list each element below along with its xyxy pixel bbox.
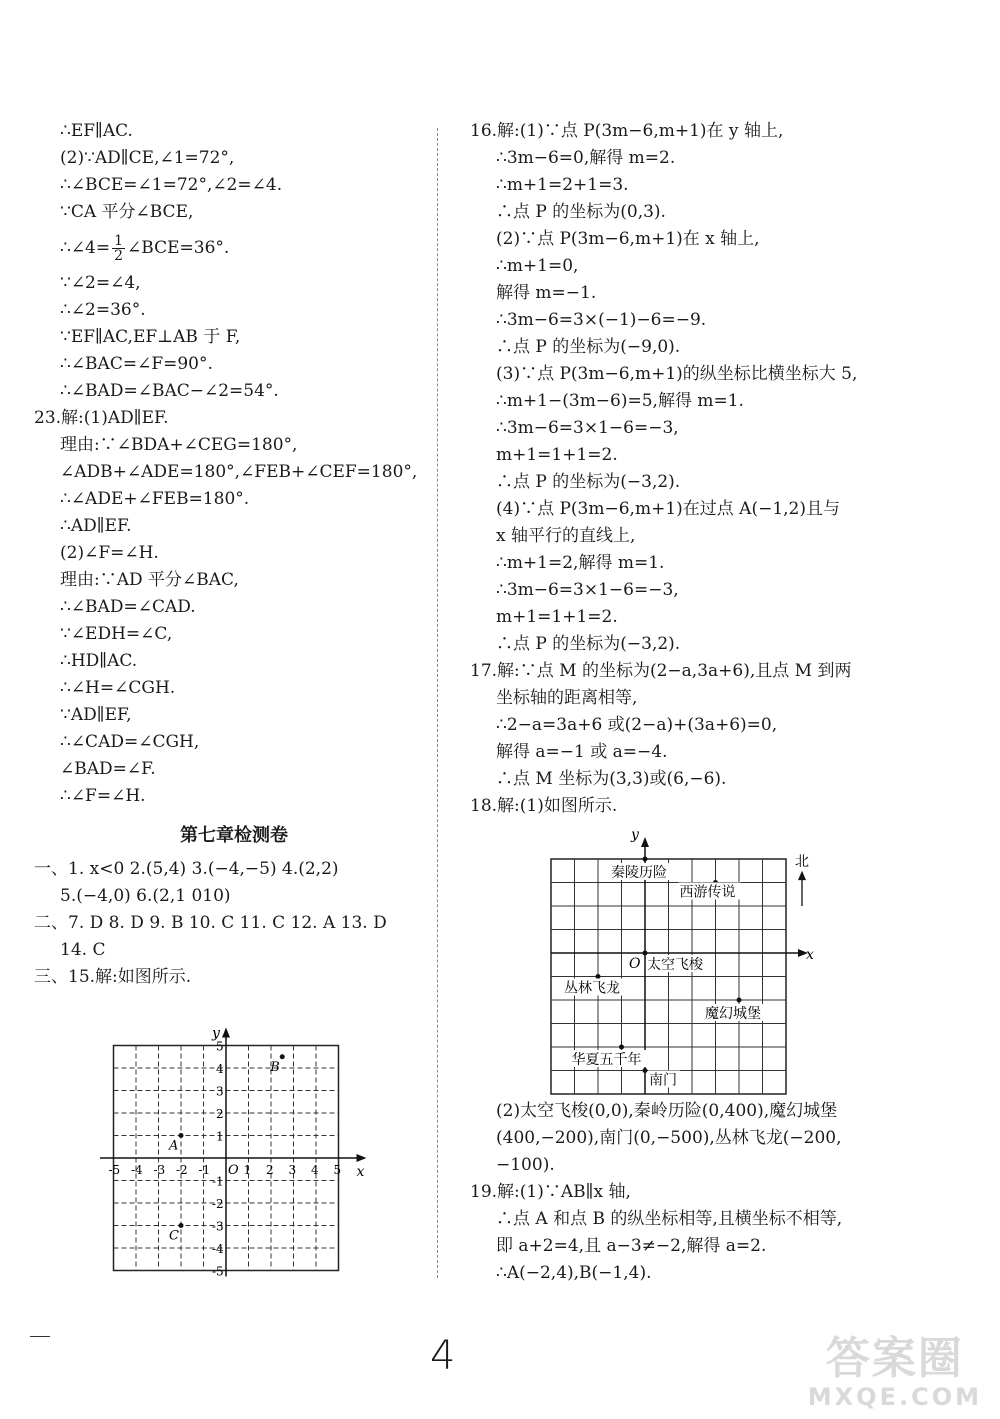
text-line: ∴∠BAD=∠CAD. — [60, 597, 196, 617]
north-arrow-head — [798, 871, 806, 880]
corner-mark — [30, 1336, 50, 1337]
fraction-pre: ∴∠4= — [60, 238, 111, 258]
y-tick-label: 1 — [216, 1129, 224, 1144]
text-line: −100). — [496, 1155, 555, 1175]
answer-line: 14. C — [60, 940, 106, 960]
text-line: (4)∵点 P(3m−6,m+1)在过点 A(−1,2)且与 — [496, 499, 840, 519]
y-tick-label: 3 — [216, 1084, 224, 1099]
text-line: ∴点 P 的坐标为(0,3). — [496, 202, 666, 222]
text-line: (2)太空飞梭(0,0),秦岭历险(0,400),魔幻城堡 — [496, 1101, 838, 1121]
fraction-line — [34, 226, 434, 270]
place-dot — [596, 974, 601, 979]
y-tick-label: 5 — [216, 1039, 224, 1054]
text-line: 解得 a=−1 或 a=−4. — [496, 742, 668, 762]
point-label: A — [169, 1138, 179, 1154]
y-tick-label: -1 — [212, 1174, 224, 1189]
text-line: ∴EF∥AC. — [60, 121, 133, 141]
grid — [100, 1025, 367, 1277]
y-tick-label: 4 — [216, 1062, 224, 1076]
chapter-title: 第七章检测卷 — [180, 825, 288, 846]
place-label: 丛林飞龙 — [564, 980, 620, 997]
text-line: 16.解:(1)∵点 P(3m−6,m+1)在 y 轴上, — [470, 121, 784, 141]
text-line: 即 a+2=4,且 a−3≠−2,解得 a=2. — [496, 1236, 767, 1256]
place-label: 南门 — [649, 1072, 677, 1089]
place-dot — [643, 951, 648, 956]
text-line: ∴m+1−(3m−6)=5,解得 m=1. — [496, 391, 744, 411]
text-line: ∴∠F=∠H. — [60, 786, 146, 806]
point-B — [280, 1054, 285, 1059]
x-axis-label: x — [806, 947, 814, 963]
text-line: ∴AD∥EF. — [60, 516, 132, 536]
text-line: 19.解:(1)∵AB∥x 轴, — [470, 1182, 631, 1202]
place-label: 魔幻城堡 — [705, 1006, 761, 1022]
text-line: m+1=1+1=2. — [496, 445, 618, 465]
text-line: ∴2−a=3a+6 或(2−a)+(3a+6)=0, — [496, 715, 778, 735]
text-line: ∴m+1=0, — [496, 256, 579, 276]
park-map-figure — [545, 818, 835, 1098]
north-label: 北 — [795, 854, 809, 871]
coordinate-plane-figure — [100, 1008, 390, 1278]
text-line: ∴∠BAC=∠F=90°. — [60, 354, 213, 374]
text-line: (400,−200),南门(0,−500),丛林飞龙(−200, — [496, 1128, 842, 1148]
y-axis-label: y — [212, 1025, 220, 1042]
text-line: ∴3m−6=3×1−6=−3, — [496, 580, 679, 600]
text-line: ∴点 P 的坐标为(−3,2). — [496, 472, 681, 492]
place-label: 西游传说 — [679, 884, 736, 901]
point-label: B — [270, 1059, 280, 1075]
fraction — [112, 234, 125, 263]
y-axis-arrow — [641, 837, 649, 847]
text-line: ∵AD∥EF, — [60, 705, 132, 725]
watermark-title: 答案圈 — [825, 1333, 964, 1384]
answer-line: 三、15.解:如图所示. — [34, 967, 192, 987]
text-line: ∵CA 平分∠BCE, — [60, 202, 194, 222]
point-C — [179, 1223, 184, 1228]
text-line: (2)∵点 P(3m−6,m+1)在 x 轴上, — [496, 229, 760, 249]
text-line: ∴点 M 坐标为(3,3)或(6,−6). — [496, 769, 727, 789]
x-tick-label: -5 — [108, 1163, 121, 1177]
text-line: x 轴平行的直线上, — [496, 526, 636, 546]
x-tick-label: 5 — [333, 1163, 342, 1177]
text-line: 理由:∵∠BDA+∠CEG=180°, — [60, 435, 298, 455]
text-line: 理由:∵AD 平分∠BAC, — [60, 570, 239, 590]
y-tick-label: 2 — [216, 1107, 224, 1121]
fraction-denominator: 2 — [114, 248, 124, 264]
left-column — [34, 118, 434, 991]
text-line: ∴3m−6=3×1−6=−3, — [496, 418, 679, 438]
x-tick-label: 2 — [266, 1163, 274, 1177]
x-tick-label: 3 — [288, 1163, 297, 1177]
x-tick-label: 4 — [311, 1163, 319, 1177]
place-dot — [619, 1045, 624, 1050]
x-tick-label: -3 — [153, 1163, 166, 1177]
text-line: (3)∵点 P(3m−6,m+1)的纵坐标比横坐标大 5, — [496, 364, 858, 384]
text-line: 17.解:∵点 M 的坐标为(2−a,3a+6),且点 M 到两 — [470, 661, 852, 681]
text-line: ∵∠2=∠4, — [60, 273, 141, 293]
text-line: 坐标轴的距离相等, — [496, 688, 638, 708]
x-tick-label: -2 — [176, 1163, 188, 1177]
text-line: ∵∠EDH=∠C, — [60, 624, 173, 644]
text-line: ∵EF∥AC,EF⊥AB 于 F, — [60, 327, 241, 347]
text-line: (2)∵AD∥CE,∠1=72°, — [60, 148, 235, 168]
place-dot — [643, 1068, 648, 1073]
place-label: 华夏五千年 — [571, 1052, 642, 1068]
text-line: ∠BAD=∠F. — [60, 759, 156, 779]
text-line: ∴A(−2,4),B(−1,4). — [496, 1263, 652, 1283]
tick-labels — [109, 1026, 365, 1279]
text-line: m+1=1+1=2. — [496, 607, 618, 627]
place-label: 太空飞梭 — [647, 957, 703, 973]
place-dot — [737, 998, 742, 1003]
y-tick-label: -2 — [212, 1197, 224, 1211]
page-number: 4 — [430, 1333, 456, 1379]
text-line: ∴m+1=2+1=3. — [496, 175, 629, 195]
text-line: 解得 m=−1. — [496, 283, 597, 303]
place-dot — [643, 857, 648, 862]
place-label: 秦陵历险 — [611, 865, 667, 881]
y-tick-label: -3 — [212, 1219, 224, 1234]
x-tick-label: -4 — [131, 1163, 143, 1177]
text-line: ∴3m−6=0,解得 m=2. — [496, 148, 676, 168]
x-tick-label: 1 — [243, 1163, 252, 1177]
x-axis-label: x — [356, 1164, 365, 1180]
point-label: C — [169, 1228, 179, 1244]
text-line: ∴3m−6=3×(−1)−6=−9. — [496, 310, 707, 330]
text-line: ∴∠2=36°. — [60, 300, 146, 320]
text-line: ∴HD∥AC. — [60, 651, 138, 671]
answer-line: 二、7. D 8. D 9. B 10. C 11. C 12. A 13. D — [34, 913, 387, 933]
right-column — [470, 118, 975, 820]
text-line: ∴点 P 的坐标为(−9,0). — [496, 337, 681, 357]
x-tick-label: -1 — [198, 1163, 211, 1177]
text-line: 18.解:(1)如图所示. — [470, 796, 618, 816]
text-line: ∴∠BCE=∠1=72°,∠2=∠4. — [60, 175, 283, 195]
watermark — [808, 1335, 982, 1411]
text-line: ∴点 P 的坐标为(−3,2). — [496, 634, 681, 654]
origin-label: O — [629, 956, 641, 972]
y-tick-label: -5 — [212, 1264, 224, 1278]
origin-label: O — [228, 1163, 239, 1178]
text-line: 23.解:(1)AD∥EF. — [34, 408, 169, 428]
y-axis-arrow — [222, 1028, 230, 1038]
answer-line: 5.(−4,0) 6.(2,1 010) — [60, 886, 231, 906]
watermark-url: MXQE.COM — [807, 1383, 982, 1411]
point-A — [179, 1133, 184, 1138]
x-axis-arrow — [357, 1154, 367, 1162]
answer-line: 一、1. x<0 2.(5,4) 3.(−4,−5) 4.(2,2) — [34, 859, 339, 879]
column-divider — [437, 128, 438, 1278]
text-line: ∴∠BAD=∠BAC−∠2=54°. — [60, 381, 279, 401]
fraction-numerator: 1 — [114, 233, 124, 249]
text-line: ∴∠ADE+∠FEB=180°. — [60, 489, 250, 509]
text-line: ∠ADB+∠ADE=180°,∠FEB+∠CEF=180°, — [60, 462, 418, 482]
y-tick-label: -4 — [212, 1242, 224, 1256]
text-line: ∴∠CAD=∠CGH, — [60, 732, 200, 752]
y-axis-label: y — [631, 827, 639, 843]
text-line: ∴m+1=2,解得 m=1. — [496, 553, 665, 573]
text-line: ∴∠H=∠CGH. — [60, 678, 176, 698]
text-line: (2)∠F=∠H. — [60, 543, 159, 563]
places — [563, 827, 814, 1089]
text-line: ∴点 A 和点 B 的纵坐标相等,且横坐标不相等, — [496, 1209, 843, 1229]
fraction-post: ∠BCE=36°. — [127, 238, 230, 258]
